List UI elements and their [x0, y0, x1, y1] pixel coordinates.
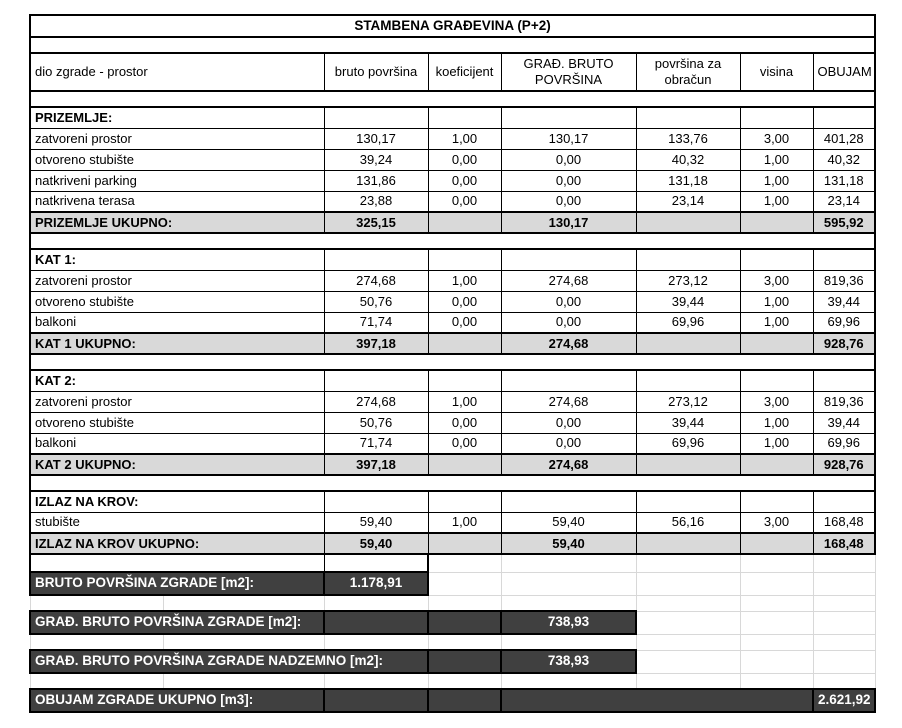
row-label-cell: balkoni	[30, 312, 324, 333]
spacer-cell	[30, 475, 875, 491]
value-cell: 23,14	[813, 191, 875, 212]
grid-cell	[163, 595, 324, 611]
value-cell: 0,00	[501, 312, 636, 333]
total-label-cell: KAT 2 UKUPNO:	[30, 454, 324, 475]
value-cell: 40,32	[636, 149, 740, 170]
total-value-cell: 928,76	[813, 333, 875, 354]
grid-cell	[428, 673, 501, 689]
grid-cell	[813, 673, 875, 689]
table-row	[30, 149, 875, 170]
grid-cell	[501, 554, 636, 572]
table-row	[30, 391, 875, 412]
grid-cell	[740, 650, 813, 673]
column-header-koeficijent: koeficijent	[428, 53, 501, 91]
spacer-row	[30, 91, 875, 107]
table-row	[30, 191, 875, 212]
blank-row	[30, 673, 875, 689]
blank-row	[30, 554, 875, 572]
section-header-prizemlje: PRIZEMLJE:	[30, 107, 324, 128]
column-header-obujam: OBUJAM	[813, 53, 875, 91]
value-cell: 131,86	[324, 170, 428, 191]
row-label-cell: natkriveni parking	[30, 170, 324, 191]
column-header-grad-bruto-povrsina: GRAĐ. BRUTO POVRŠINA	[501, 53, 636, 91]
table-row	[30, 291, 875, 312]
value-cell: 69,96	[813, 433, 875, 454]
value-cell: 131,18	[813, 170, 875, 191]
value-cell: 274,68	[501, 391, 636, 412]
grid-cell	[30, 673, 163, 689]
value-cell: 0,00	[501, 433, 636, 454]
total-value-cell	[428, 533, 501, 554]
empty-cell	[813, 107, 875, 128]
table-row	[30, 170, 875, 191]
section-total-row	[30, 333, 875, 354]
grid-cell	[813, 595, 875, 611]
total-value-cell: 59,40	[324, 533, 428, 554]
blank-row	[30, 595, 875, 611]
grid-cell	[636, 650, 740, 673]
grid-cell	[428, 554, 501, 572]
grid-cell	[636, 673, 740, 689]
empty-cell	[428, 370, 501, 391]
summary-row-obujam	[30, 689, 875, 712]
grid-cell	[428, 595, 501, 611]
blank-row	[30, 634, 875, 650]
empty-cell	[501, 491, 636, 512]
value-cell: 0,00	[428, 433, 501, 454]
empty-cell	[428, 107, 501, 128]
spacer-cell	[30, 91, 875, 107]
spacer-row	[30, 354, 875, 370]
summary-label-cell: GRAĐ. BRUTO POVRŠINA ZGRADE NADZEMNO [m2]:	[30, 650, 428, 673]
total-value-cell	[740, 333, 813, 354]
section-total-row	[30, 533, 875, 554]
table-row	[30, 312, 875, 333]
grid-cell	[324, 634, 428, 650]
title-row	[30, 15, 875, 37]
grid-cell	[813, 611, 875, 634]
grid-cell	[501, 572, 636, 595]
summary-value-cell: 738,93	[501, 650, 636, 673]
section-header-kat-1: KAT 1:	[30, 249, 324, 270]
grid-cell	[428, 572, 501, 595]
grid-cell	[740, 673, 813, 689]
value-cell: 39,44	[813, 291, 875, 312]
value-cell: 130,17	[501, 128, 636, 149]
total-value-cell: 397,18	[324, 454, 428, 475]
spacer-row	[30, 475, 875, 491]
value-cell: 1,00	[428, 512, 501, 533]
value-cell: 59,40	[324, 512, 428, 533]
empty-cell	[324, 370, 428, 391]
value-cell: 0,00	[428, 149, 501, 170]
table-row	[30, 270, 875, 291]
value-cell: 1,00	[740, 433, 813, 454]
section-header-row	[30, 107, 875, 128]
summary-value-cell: 738,93	[501, 611, 636, 634]
summary-empty-cell	[324, 689, 428, 712]
summary-empty-cell	[324, 611, 428, 634]
empty-cell	[428, 491, 501, 512]
page-title: STAMBENA GRAĐEVINA (P+2)	[30, 15, 875, 37]
total-value-cell: 274,68	[501, 454, 636, 475]
value-cell: 69,96	[636, 312, 740, 333]
value-cell: 3,00	[740, 512, 813, 533]
total-value-cell	[428, 333, 501, 354]
total-value-cell	[636, 533, 740, 554]
summary-empty-cell	[501, 689, 813, 712]
grid-cell	[740, 595, 813, 611]
value-cell: 0,00	[428, 291, 501, 312]
value-cell: 819,36	[813, 270, 875, 291]
value-cell: 1,00	[428, 391, 501, 412]
value-cell: 0,00	[501, 170, 636, 191]
empty-cell	[636, 491, 740, 512]
value-cell: 23,14	[636, 191, 740, 212]
summary-value-cell: 1.178,91	[324, 572, 428, 595]
grid-cell	[163, 634, 324, 650]
summary-row-bruto-povrsina	[30, 572, 875, 595]
value-cell: 0,00	[428, 191, 501, 212]
empty-cell	[813, 370, 875, 391]
value-cell: 1,00	[428, 270, 501, 291]
summary-label-cell: OBUJAM ZGRADE UKUPNO [m3]:	[30, 689, 324, 712]
grid-cell	[501, 634, 636, 650]
total-value-cell: 595,92	[813, 212, 875, 233]
total-value-cell	[740, 533, 813, 554]
grid-cell	[636, 554, 740, 572]
total-value-cell: 397,18	[324, 333, 428, 354]
value-cell: 71,74	[324, 433, 428, 454]
row-label-cell: otvoreno stubište	[30, 412, 324, 433]
value-cell: 39,44	[813, 412, 875, 433]
total-value-cell: 325,15	[324, 212, 428, 233]
spacer-row	[30, 233, 875, 249]
row-label-cell: zatvoreni prostor	[30, 128, 324, 149]
total-value-cell: 274,68	[501, 333, 636, 354]
row-label-cell: otvoreno stubište	[30, 291, 324, 312]
empty-cell	[813, 491, 875, 512]
column-header-dio-zgrade: dio zgrade - prostor	[30, 53, 324, 91]
row-label-cell: otvoreno stubište	[30, 149, 324, 170]
value-cell: 1,00	[740, 170, 813, 191]
column-header-bruto-povrsina: bruto površina	[324, 53, 428, 91]
total-value-cell: 928,76	[813, 454, 875, 475]
grid-cell	[30, 595, 163, 611]
empty-cell	[501, 249, 636, 270]
section-total-row	[30, 454, 875, 475]
grid-cell	[740, 572, 813, 595]
value-cell: 0,00	[501, 149, 636, 170]
empty-cell	[740, 107, 813, 128]
value-cell: 1,00	[740, 149, 813, 170]
value-cell: 3,00	[740, 270, 813, 291]
row-label-cell: zatvoreni prostor	[30, 270, 324, 291]
grid-cell	[636, 572, 740, 595]
empty-cell	[501, 107, 636, 128]
row-label-cell: balkoni	[30, 433, 324, 454]
empty-cell	[324, 107, 428, 128]
value-cell: 50,76	[324, 291, 428, 312]
value-cell: 819,36	[813, 391, 875, 412]
header-row	[30, 53, 875, 91]
total-value-cell	[428, 212, 501, 233]
spacer-cell	[30, 37, 875, 53]
spacer-cell	[30, 233, 875, 249]
grid-cell	[740, 554, 813, 572]
total-value-cell	[428, 454, 501, 475]
value-cell: 71,74	[324, 312, 428, 333]
value-cell: 1,00	[740, 412, 813, 433]
grid-cell	[324, 595, 428, 611]
total-value-cell: 59,40	[501, 533, 636, 554]
row-label-cell: stubište	[30, 512, 324, 533]
column-header-povrsina-za-obracun: površina za obračun	[636, 53, 740, 91]
value-cell: 0,00	[428, 412, 501, 433]
grid-cell	[30, 634, 163, 650]
grid-cell	[740, 611, 813, 634]
grid-cell	[163, 673, 324, 689]
total-label-cell: KAT 1 UKUPNO:	[30, 333, 324, 354]
grid-cell	[813, 650, 875, 673]
grid-cell	[636, 611, 740, 634]
value-cell: 273,12	[636, 391, 740, 412]
row-label-cell: zatvoreni prostor	[30, 391, 324, 412]
summary-row-grad-bruto-nadzemno	[30, 650, 875, 673]
empty-cell	[740, 249, 813, 270]
value-cell: 1,00	[740, 312, 813, 333]
section-header-kat-2: KAT 2:	[30, 370, 324, 391]
value-cell: 40,32	[813, 149, 875, 170]
value-cell: 0,00	[501, 291, 636, 312]
summary-value-cell: 2.621,92	[813, 689, 875, 712]
value-cell: 1,00	[740, 291, 813, 312]
grid-cell	[813, 572, 875, 595]
value-cell: 133,76	[636, 128, 740, 149]
value-cell: 23,88	[324, 191, 428, 212]
empty-cell	[501, 370, 636, 391]
empty-cell	[636, 107, 740, 128]
summary-empty-cell	[428, 611, 501, 634]
summary-empty-cell	[428, 650, 501, 673]
grid-cell	[813, 634, 875, 650]
empty-cell	[324, 491, 428, 512]
summary-row-grad-bruto	[30, 611, 875, 634]
value-cell: 59,40	[501, 512, 636, 533]
value-cell: 69,96	[813, 312, 875, 333]
value-cell: 273,12	[636, 270, 740, 291]
value-cell: 39,44	[636, 412, 740, 433]
value-cell: 56,16	[636, 512, 740, 533]
table-row	[30, 128, 875, 149]
table-row	[30, 433, 875, 454]
empty-cell	[740, 491, 813, 512]
value-cell: 1,00	[428, 128, 501, 149]
empty-cell	[740, 370, 813, 391]
grid-cell	[636, 634, 740, 650]
empty-cell	[636, 249, 740, 270]
section-total-row	[30, 212, 875, 233]
section-header-row	[30, 370, 875, 391]
summary-label-cell: BRUTO POVRŠINA ZGRADE [m2]:	[30, 572, 324, 595]
value-cell: 274,68	[501, 270, 636, 291]
table-row	[30, 412, 875, 433]
value-cell: 274,68	[324, 270, 428, 291]
total-label-cell: IZLAZ NA KROV UKUPNO:	[30, 533, 324, 554]
grid-cell	[324, 673, 428, 689]
section-header-izlaz-na-krov: IZLAZ NA KROV:	[30, 491, 324, 512]
value-cell: 39,24	[324, 149, 428, 170]
value-cell: 401,28	[813, 128, 875, 149]
value-cell: 3,00	[740, 128, 813, 149]
value-cell: 39,44	[636, 291, 740, 312]
grid-cell	[428, 634, 501, 650]
value-cell: 0,00	[428, 170, 501, 191]
value-cell: 0,00	[501, 191, 636, 212]
value-cell: 0,00	[428, 312, 501, 333]
empty-cell	[428, 249, 501, 270]
spacer-row	[30, 37, 875, 53]
value-cell: 50,76	[324, 412, 428, 433]
total-value-cell: 130,17	[501, 212, 636, 233]
value-cell: 69,96	[636, 433, 740, 454]
blank-cell	[30, 554, 324, 572]
value-cell: 1,00	[740, 191, 813, 212]
value-cell: 3,00	[740, 391, 813, 412]
value-cell: 130,17	[324, 128, 428, 149]
building-area-table	[29, 14, 876, 713]
grid-cell	[636, 595, 740, 611]
total-value-cell	[636, 333, 740, 354]
column-header-visina: visina	[740, 53, 813, 91]
grid-cell	[501, 673, 636, 689]
value-cell: 274,68	[324, 391, 428, 412]
total-value-cell: 168,48	[813, 533, 875, 554]
empty-cell	[324, 249, 428, 270]
row-label-cell: natkrivena terasa	[30, 191, 324, 212]
section-header-row	[30, 249, 875, 270]
total-value-cell	[740, 212, 813, 233]
total-label-cell: PRIZEMLJE UKUPNO:	[30, 212, 324, 233]
grid-cell	[813, 554, 875, 572]
empty-cell	[813, 249, 875, 270]
blank-cell	[324, 554, 428, 572]
grid-cell	[501, 595, 636, 611]
total-value-cell	[636, 454, 740, 475]
value-cell: 131,18	[636, 170, 740, 191]
total-value-cell	[636, 212, 740, 233]
spacer-cell	[30, 354, 875, 370]
empty-cell	[636, 370, 740, 391]
value-cell: 0,00	[501, 412, 636, 433]
total-value-cell	[740, 454, 813, 475]
summary-label-cell: GRAĐ. BRUTO POVRŠINA ZGRADE [m2]:	[30, 611, 324, 634]
value-cell: 168,48	[813, 512, 875, 533]
section-header-row	[30, 491, 875, 512]
grid-cell	[740, 634, 813, 650]
table-row	[30, 512, 875, 533]
summary-empty-cell	[428, 689, 501, 712]
